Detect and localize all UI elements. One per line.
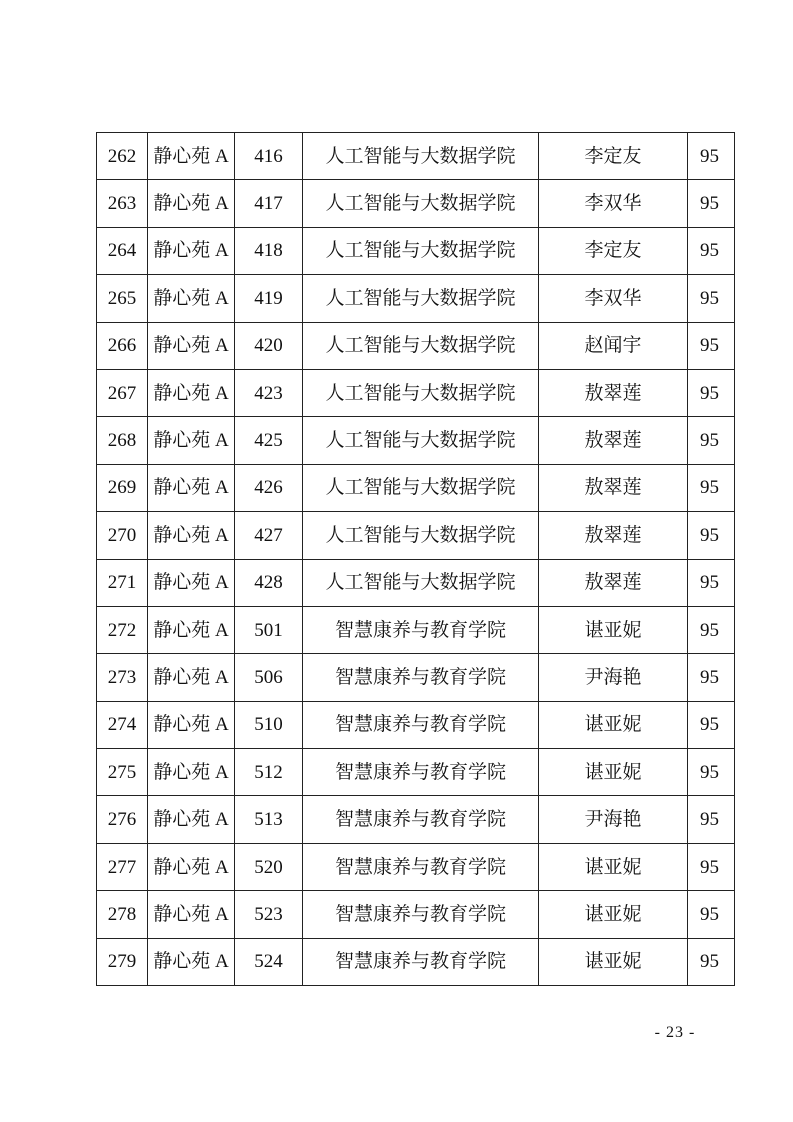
- table-row: [97, 417, 735, 464]
- college-cell: 人工智能与大数据学院: [303, 369, 539, 416]
- row-number-cell: 268: [97, 417, 148, 464]
- building-cell: 静心苑 A: [148, 701, 235, 748]
- score-cell: 95: [688, 322, 735, 369]
- score-cell: 95: [688, 275, 735, 322]
- table-body: [97, 133, 735, 986]
- room-number-cell: 523: [235, 891, 303, 938]
- table-row: [97, 275, 735, 322]
- score-cell: 95: [688, 417, 735, 464]
- score-cell: 95: [688, 464, 735, 511]
- row-number-cell: 266: [97, 322, 148, 369]
- table-row: [97, 559, 735, 606]
- college-cell: 智慧康养与教育学院: [303, 796, 539, 843]
- building-cell: 静心苑 A: [148, 180, 235, 227]
- table-row: [97, 843, 735, 890]
- row-number-cell: 275: [97, 749, 148, 796]
- building-cell: 静心苑 A: [148, 275, 235, 322]
- score-cell: 95: [688, 938, 735, 985]
- room-number-cell: 418: [235, 227, 303, 274]
- room-number-cell: 501: [235, 606, 303, 653]
- counselor-cell: 敖翠莲: [539, 464, 688, 511]
- counselor-cell: 李双华: [539, 180, 688, 227]
- counselor-cell: 谌亚妮: [539, 749, 688, 796]
- building-cell: 静心苑 A: [148, 559, 235, 606]
- table-row: [97, 749, 735, 796]
- counselor-cell: 李双华: [539, 275, 688, 322]
- room-number-cell: 426: [235, 464, 303, 511]
- counselor-cell: 谌亚妮: [539, 606, 688, 653]
- counselor-cell: 谌亚妮: [539, 891, 688, 938]
- college-cell: 人工智能与大数据学院: [303, 275, 539, 322]
- row-number-cell: 263: [97, 180, 148, 227]
- score-cell: 95: [688, 749, 735, 796]
- score-cell: 95: [688, 796, 735, 843]
- score-cell: 95: [688, 559, 735, 606]
- college-cell: 智慧康养与教育学院: [303, 891, 539, 938]
- college-cell: 人工智能与大数据学院: [303, 464, 539, 511]
- building-cell: 静心苑 A: [148, 227, 235, 274]
- table-row: [97, 701, 735, 748]
- room-number-cell: 417: [235, 180, 303, 227]
- score-cell: 95: [688, 227, 735, 274]
- table-row: [97, 322, 735, 369]
- row-number-cell: 267: [97, 369, 148, 416]
- row-number-cell: 271: [97, 559, 148, 606]
- score-cell: 95: [688, 701, 735, 748]
- counselor-cell: 李定友: [539, 133, 688, 180]
- building-cell: 静心苑 A: [148, 891, 235, 938]
- row-number-cell: 277: [97, 843, 148, 890]
- college-cell: 人工智能与大数据学院: [303, 133, 539, 180]
- counselor-cell: 李定友: [539, 227, 688, 274]
- building-cell: 静心苑 A: [148, 843, 235, 890]
- room-number-cell: 427: [235, 512, 303, 559]
- counselor-cell: 谌亚妮: [539, 701, 688, 748]
- table-row: [97, 133, 735, 180]
- counselor-cell: 谌亚妮: [539, 938, 688, 985]
- college-cell: 智慧康养与教育学院: [303, 843, 539, 890]
- college-cell: 人工智能与大数据学院: [303, 417, 539, 464]
- score-cell: 95: [688, 843, 735, 890]
- dormitory-score-table: [96, 132, 735, 986]
- college-cell: 智慧康养与教育学院: [303, 749, 539, 796]
- row-number-cell: 264: [97, 227, 148, 274]
- table-row: [97, 796, 735, 843]
- score-cell: 95: [688, 369, 735, 416]
- room-number-cell: 506: [235, 654, 303, 701]
- room-number-cell: 428: [235, 559, 303, 606]
- table-row: [97, 369, 735, 416]
- row-number-cell: 274: [97, 701, 148, 748]
- building-cell: 静心苑 A: [148, 322, 235, 369]
- college-cell: 人工智能与大数据学院: [303, 559, 539, 606]
- row-number-cell: 279: [97, 938, 148, 985]
- table-row: [97, 227, 735, 274]
- college-cell: 智慧康养与教育学院: [303, 938, 539, 985]
- counselor-cell: 敖翠莲: [539, 369, 688, 416]
- building-cell: 静心苑 A: [148, 749, 235, 796]
- score-cell: 95: [688, 180, 735, 227]
- college-cell: 人工智能与大数据学院: [303, 512, 539, 559]
- room-number-cell: 513: [235, 796, 303, 843]
- room-number-cell: 520: [235, 843, 303, 890]
- page-number: - 23 -: [654, 1024, 696, 1041]
- room-number-cell: 420: [235, 322, 303, 369]
- table-row: [97, 654, 735, 701]
- row-number-cell: 262: [97, 133, 148, 180]
- building-cell: 静心苑 A: [148, 654, 235, 701]
- score-cell: 95: [688, 512, 735, 559]
- college-cell: 人工智能与大数据学院: [303, 227, 539, 274]
- score-cell: 95: [688, 133, 735, 180]
- counselor-cell: 尹海艳: [539, 796, 688, 843]
- building-cell: 静心苑 A: [148, 133, 235, 180]
- building-cell: 静心苑 A: [148, 417, 235, 464]
- college-cell: 智慧康养与教育学院: [303, 654, 539, 701]
- table-row: [97, 891, 735, 938]
- table-row: [97, 938, 735, 985]
- table-row: [97, 464, 735, 511]
- college-cell: 智慧康养与教育学院: [303, 606, 539, 653]
- room-number-cell: 425: [235, 417, 303, 464]
- college-cell: 人工智能与大数据学院: [303, 180, 539, 227]
- table-row: [97, 606, 735, 653]
- building-cell: 静心苑 A: [148, 464, 235, 511]
- row-number-cell: 265: [97, 275, 148, 322]
- counselor-cell: 敖翠莲: [539, 512, 688, 559]
- room-number-cell: 510: [235, 701, 303, 748]
- room-number-cell: 419: [235, 275, 303, 322]
- row-number-cell: 278: [97, 891, 148, 938]
- counselor-cell: 谌亚妮: [539, 843, 688, 890]
- counselor-cell: 尹海艳: [539, 654, 688, 701]
- row-number-cell: 273: [97, 654, 148, 701]
- counselor-cell: 敖翠莲: [539, 417, 688, 464]
- building-cell: 静心苑 A: [148, 938, 235, 985]
- building-cell: 静心苑 A: [148, 512, 235, 559]
- building-cell: 静心苑 A: [148, 369, 235, 416]
- score-cell: 95: [688, 891, 735, 938]
- score-cell: 95: [688, 606, 735, 653]
- row-number-cell: 270: [97, 512, 148, 559]
- table-row: [97, 180, 735, 227]
- building-cell: 静心苑 A: [148, 796, 235, 843]
- college-cell: 智慧康养与教育学院: [303, 701, 539, 748]
- room-number-cell: 524: [235, 938, 303, 985]
- building-cell: 静心苑 A: [148, 606, 235, 653]
- row-number-cell: 269: [97, 464, 148, 511]
- score-cell: 95: [688, 654, 735, 701]
- room-number-cell: 512: [235, 749, 303, 796]
- room-number-cell: 416: [235, 133, 303, 180]
- college-cell: 人工智能与大数据学院: [303, 322, 539, 369]
- counselor-cell: 赵闻宇: [539, 322, 688, 369]
- room-number-cell: 423: [235, 369, 303, 416]
- counselor-cell: 敖翠莲: [539, 559, 688, 606]
- row-number-cell: 272: [97, 606, 148, 653]
- table-row: [97, 512, 735, 559]
- row-number-cell: 276: [97, 796, 148, 843]
